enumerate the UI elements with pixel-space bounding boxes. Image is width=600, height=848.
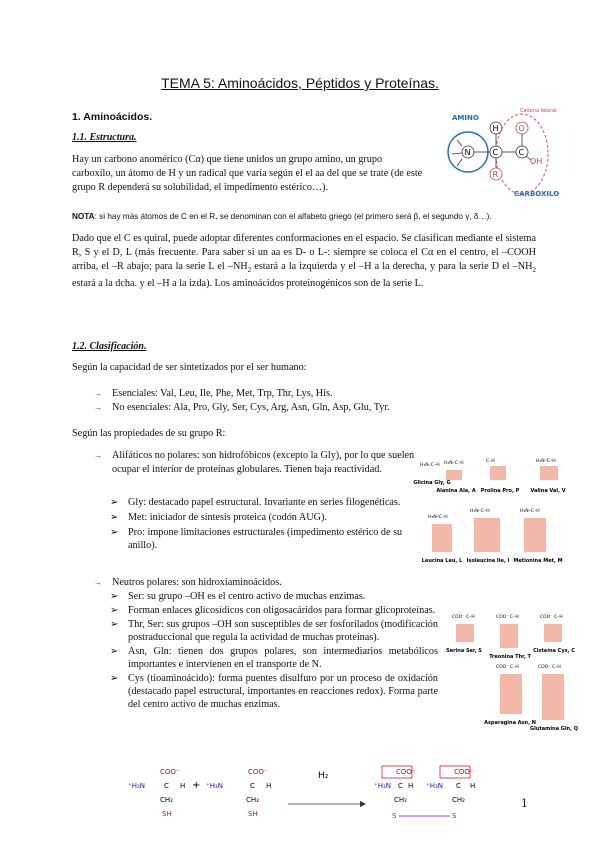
list-item-essential: → Esenciales: Val, Leu, Ile, Phe, Met, Trp, Thr, Lys, His. [90, 387, 530, 401]
r-group: R [492, 170, 499, 179]
svg-text:C–H: C–H [486, 459, 495, 464]
subitem-ser: ➢ Ser: su grupo –OH es el centro activo de muchas enzimas. [106, 590, 438, 603]
c-carboxyl-atom: C [518, 148, 525, 157]
chirality-paragraph [72, 232, 536, 291]
chirality-text-3: estará a la dcha. y el –H a la izda). Los aminoácidos proteinogénicos son de la serie L. [72, 278, 424, 290]
rxn-h-3: H [408, 782, 414, 790]
subsection-heading-classification: 1.2. Clasificación. [72, 341, 147, 352]
rxn-h-4: H [470, 782, 476, 790]
rxn-h3n-4: ⁺H₃N [426, 782, 444, 790]
rxn-sh-1: SH [162, 810, 172, 818]
label-ala: Alanina Ala, A [436, 488, 476, 494]
rxn-ch2-3: CH₂ [394, 796, 407, 804]
label-gly: Glicina Gly, G [413, 480, 451, 486]
subitem-asn-gln: ➢ Asn, Gln: tienen dos grupos polares, son intermediarios metabólicos importantes e intervienen en el transporte de N. [106, 645, 438, 671]
label-ile: Isoleucina Ile, I [466, 558, 510, 564]
subitem-cys: ➢ Cys (tioaminoácido): forma puentes disulfuro por un proceso de oxidación (destacado papel estructural, importantes en reacciones redox). Forma parte del centro activo de muchas enzimas. [106, 672, 438, 711]
chirality-text-1: Dado que el C es quiral, puede adoptar diferentes conformaciones en el espacio. Se clasifican mediante el sistema R, S y el D, L (más frecuente. Para saber si un aa es D- o L-: siempre se coloca el Cα en el centro, el –COOH arriba, el –R abajo; para la serie L el –NH [72, 233, 536, 272]
pro-r-box [490, 466, 506, 480]
subitem-met: ➢ Met: iniciador de síntesis proteica (codón AUG). [106, 511, 414, 524]
svg-text:COO⁻ C–H: COO⁻ C–H [496, 665, 519, 670]
section-heading-aminoacids: 1. Aminoácidos. [72, 111, 153, 123]
svg-text:H₃N–C–H: H₃N–C–H [536, 459, 556, 464]
radical-label: Cadena lateral [520, 108, 557, 114]
nonpolar-aminoacids-figure [413, 452, 574, 570]
c-alpha-atom: C [492, 148, 499, 157]
subitem-pro: ➢ Pro: impone limitaciones estructurales (impedimento estérico de su anillo). [106, 526, 414, 552]
r-group-intro: Según las propiedades de su grupo R: [72, 428, 226, 439]
label-gln: Glutamina Gln, Q [529, 726, 579, 732]
oh-group: OH [530, 157, 543, 166]
rxn-coo-3: COO⁻ [396, 768, 416, 776]
label-val: Valina Val, V [530, 488, 566, 494]
svg-text:H₃N–C–H: H₃N–C–H [428, 515, 448, 520]
rxn-coo-4: COO⁻ [454, 768, 474, 776]
label-asn: Asparagina Asn, N [484, 720, 536, 726]
svg-text:H₃N–C–H: H₃N–C–H [520, 509, 540, 514]
note-label: NOTA [72, 212, 95, 221]
rxn-c-3: C [398, 782, 403, 790]
subitem-gly: ➢ Gly: destacado papel estructural. Invariante en series filogenéticas. [106, 496, 414, 509]
amino-acid-structure-figure [438, 104, 560, 200]
polar-subitems [106, 590, 438, 711]
note-paragraph [72, 211, 542, 222]
svg-text:COO⁻ C–H: COO⁻ C–H [538, 665, 561, 670]
label-leu: Leucina Leu, L [421, 558, 463, 564]
structure-paragraph: Hay un carbono anomérico (Cα) que tiene unidos un grupo amino, un grupo carboxilo, un átomo de H y un radical que varía según el el aa del que se trate (de este grupo R dependerá su solubilidad, el impedimento estérico…). [72, 154, 423, 193]
amino-label: AMINO [452, 114, 479, 122]
rxn-coo-2: COO⁻ [248, 768, 268, 776]
label-thr: Treonina Thr, T [489, 654, 531, 660]
rxn-c-1: C [164, 782, 169, 790]
page-title: TEMA 5: Aminoácidos, Péptidos y Proteínas. [161, 75, 439, 91]
subsection-heading-structure: 1.1. Estructura. [72, 132, 137, 143]
leu-r-box [432, 524, 452, 552]
o-atom: O [518, 124, 525, 133]
ile-r-box [474, 518, 500, 552]
rxn-ch2-2: CH₂ [246, 796, 259, 804]
svg-text:H₃N–C–H: H₃N–C–H [444, 461, 464, 466]
rxn-ch2-1: CH₂ [160, 796, 173, 804]
carboxyl-label: CARBOXILO [514, 190, 560, 198]
rxn-plus: + [192, 780, 201, 791]
rxn-h2: H₂ [318, 771, 329, 781]
page-number: 1 [521, 797, 528, 810]
rxn-c-2: C [250, 782, 255, 790]
rxn-s-2: S [452, 812, 457, 820]
val-r-box [540, 466, 558, 480]
rxn-ch2-4: CH₂ [452, 796, 465, 804]
svg-text:COO⁻ C–H: COO⁻ C–H [540, 615, 563, 620]
polar-aminoacids-figure [444, 608, 579, 738]
ala-r-box [446, 470, 462, 480]
label-pro: Prolina Pro, P [480, 488, 520, 494]
svg-text:H₃N–C–H: H₃N–C–H [470, 509, 490, 514]
rxn-h3n-1: ⁺H₃N [128, 782, 146, 790]
nonpolar-list [90, 449, 416, 477]
rxn-h-2: H [266, 782, 272, 790]
label-met: Metionina Met, M [513, 558, 563, 564]
rxn-h-1: H [180, 782, 186, 790]
rxn-h3n-3: ⁺H₃N [374, 782, 392, 790]
subitem-glycosidic: ➢ Forman enlaces glicosídicos con oligosacáridos para formar glicoproteínas. [106, 604, 438, 617]
h-atom: H [492, 124, 499, 133]
nonpolar-subitems [106, 496, 414, 552]
list-item-nonpolar: → Alifáticos no polares: son hidrofóbicos (excepto la Gly), por lo que suelen ocupar el interior de proteínas globulares. Tienen baja reactividad. [90, 449, 416, 477]
rxn-c-4: C [456, 782, 461, 790]
svg-text:COO⁻ C–H: COO⁻ C–H [496, 615, 519, 620]
rxn-s-1: S [392, 812, 397, 820]
met-r-box [524, 518, 546, 552]
chirality-sub-2: 2 [532, 266, 537, 275]
subitem-thr-ser: ➢ Thr, Ser: sus grupos –OH son susceptibles de ser fosforilados (modificación postraduccional que regula la actividad de muchas proteínas). [106, 618, 438, 644]
svg-text:H₃N–C–H: H₃N–C–H [420, 463, 440, 468]
rxn-h3n-2: ⁺H₃N [206, 782, 224, 790]
note-text: : si hay más átomos de C en el R, se denominan con el alfabeto griego (el primero será β, el segundo γ, δ…). [94, 212, 492, 221]
polar-list [90, 576, 410, 590]
synthesis-intro: Según la capacidad de ser sintetizados por el ser humano: [72, 362, 307, 373]
label-ser: Serina Ser, S [446, 648, 482, 654]
chirality-text-2: estará a la izquierda y el –H a la derecha, y para la serie D el –NH [251, 261, 533, 272]
svg-text:COO⁻ C–H: COO⁻ C–H [452, 615, 475, 620]
rxn-sh-2: SH [248, 810, 258, 818]
synthesis-list [90, 387, 530, 415]
rxn-coo-1: COO⁻ [160, 768, 180, 776]
list-item-nonessential: → No esenciales: Ala, Pro, Gly, Ser, Cys, Arg, Asn, Gln, Asp, Glu, Tyr. [90, 401, 530, 415]
chirality-sub-1: 2 [247, 266, 252, 275]
disulfide-reaction-figure [120, 764, 496, 824]
n-atom: N [464, 148, 471, 157]
label-cys: Cisteína Cys, C [533, 648, 575, 654]
list-item-polar: → Neutros polares: son hidroxiaminoácidos. [90, 576, 410, 590]
